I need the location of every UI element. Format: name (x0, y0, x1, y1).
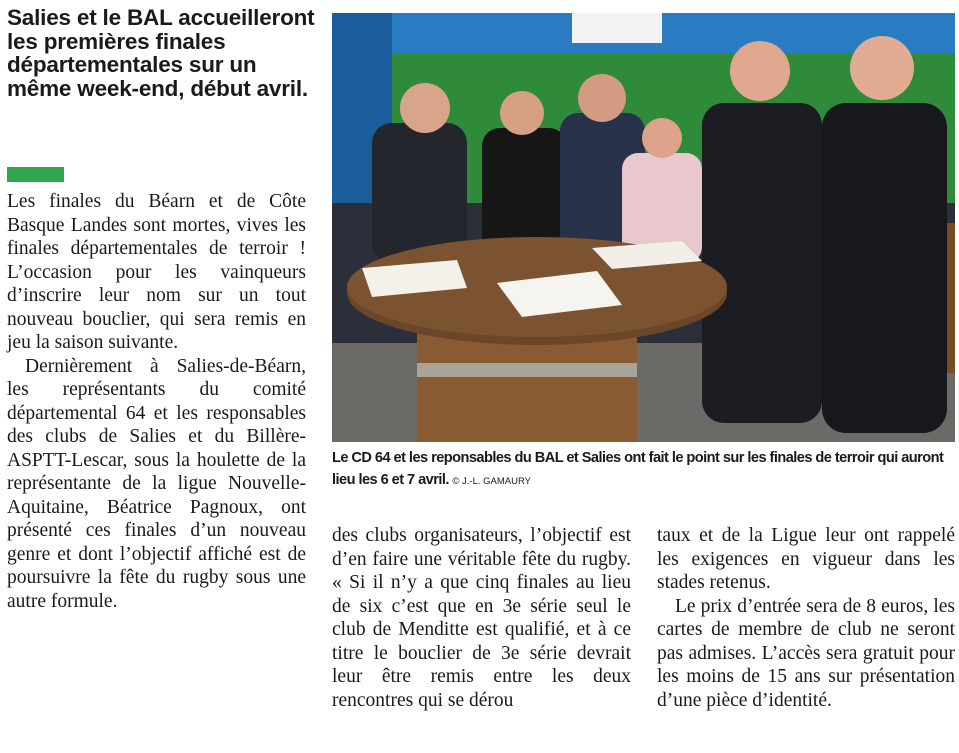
photo-illustration (332, 13, 955, 442)
article-photo (332, 13, 955, 442)
accent-bar (7, 167, 64, 182)
paragraph-5: Le prix d’entrée sera de 8 euros, les cartes de membre de club ne seront pas admises. L’accès sera gratuit pour les moins de 15 ans sur présentation d’une pièce d’identité. (657, 595, 955, 711)
photo-caption (332, 447, 957, 493)
paragraph-4: taux et de la Ligue leur ont rappelé les exigences en vigueur dans les stades retenus. (657, 525, 955, 593)
article-column-2 (332, 524, 631, 753)
photo-credit: © J.-L. GAMAURY (452, 476, 532, 487)
caption-text: Le CD 64 et les reponsables du BAL et Salies ont fait le point sur les finales de terroir qui auront lieu les 6 et 7 avril. (332, 450, 944, 488)
paragraph-1: Les finales du Béarn et de Côte Basque Landes sont mortes, vives les finales départementales de terroir ! L’occasion pour les vainqueurs d’inscrire leur nom sur un tout nouveau bouclier, qui sera remis en jeu la saison suivante. (7, 191, 306, 353)
article-column-3 (657, 524, 955, 753)
paragraph-2: Dernièrement à Salies-de-Béarn, les représentants du comité départemental 64 et les responsables des clubs de Salies et du Billère-ASPTT-Lescar, sous la houlette de la représentante de la ligue Nouvelle-Aquitaine, Béatrice Pagnoux, ont présenté ces finales d’un nouveau genre et dont l’objectif affiché est de poursuivre la fête du rugby sous une autre formule. (7, 355, 306, 612)
headline: Salies et le BAL accueilleront les premières finales départementales sur un même week-end, début avril. (7, 5, 315, 101)
paragraph-3: des clubs organisateurs, l’objectif est d’en faire une véritable fête du rugby. « Si il n’y a que cinq finales au lieu de six c’est que en 3e série seul le club de Menditte est qualifié, et à ce titre le bouclier de 3e série devrait leur être remis entre les deux rencontres qui se dérou (332, 525, 631, 711)
article-column-1 (7, 190, 306, 613)
